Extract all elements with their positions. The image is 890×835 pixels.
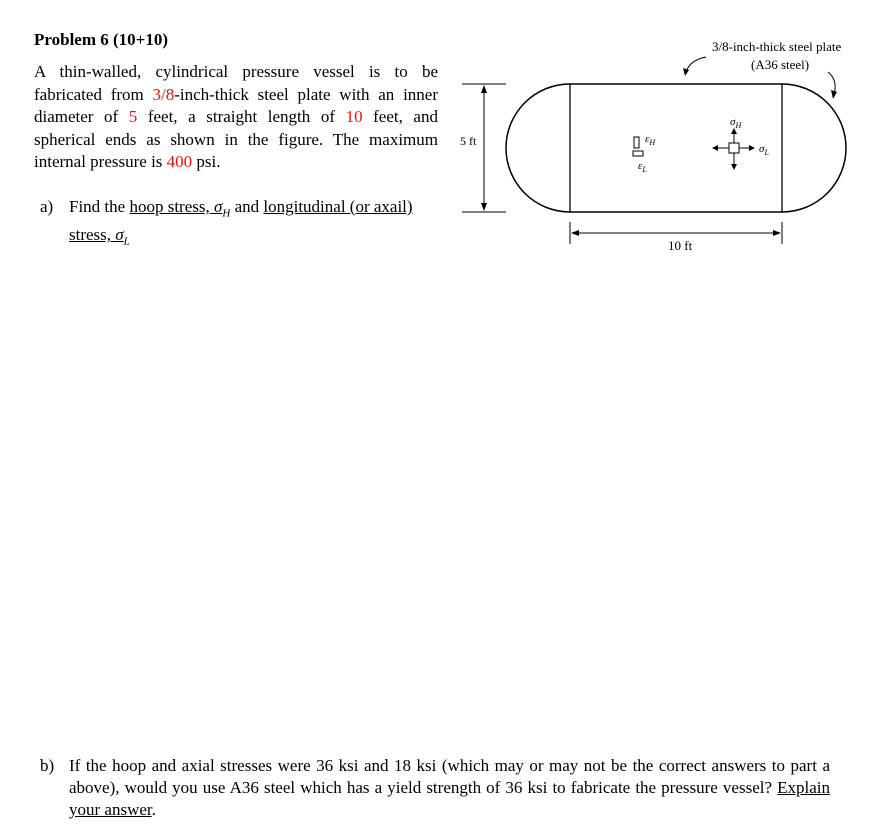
part-b-label: b) bbox=[40, 756, 55, 775]
epsilon-h-label: $\varepsilon_H$ bbox=[645, 133, 656, 147]
diameter-arrow-top bbox=[481, 85, 487, 93]
part-a-text bbox=[69, 196, 442, 253]
part-b-body: If the hoop and axial stresses were 36 ksi and 18 ksi (which may or may not be the correct answers to part a above), would you use A36 steel which has a yield strength of 36 ksi to fabricate the pressure vessel? bbox=[69, 756, 830, 797]
statement-text: feet, a straight length of bbox=[137, 107, 346, 126]
hoop-stress-label: hoop stress, bbox=[129, 197, 214, 216]
diameter-arrow-bottom bbox=[481, 203, 487, 211]
sigma-l-arrowhead-left bbox=[712, 145, 718, 151]
statement-text: psi. bbox=[192, 152, 221, 171]
subscript-h: H bbox=[222, 207, 231, 220]
part-b-text bbox=[69, 755, 830, 821]
strain-gauge-hoop bbox=[634, 137, 639, 148]
statement-text: -inch-thick steel plate with an inner diameter of bbox=[34, 84, 438, 126]
diameter-value: 5 bbox=[128, 107, 138, 126]
length-value: 10 bbox=[345, 107, 363, 126]
statement-text: A thin-walled, cylindrical pressure vessel is to be fabricated from bbox=[34, 62, 438, 104]
diameter-label: 5 ft bbox=[460, 134, 477, 148]
hoop-stress-term bbox=[129, 197, 231, 220]
subscript-l: L bbox=[123, 235, 130, 248]
plate-thickness-value: 3/8 bbox=[152, 84, 175, 104]
leader-arrow-left bbox=[686, 57, 706, 72]
sigma-l-arrowhead-right bbox=[749, 145, 755, 151]
problem-statement bbox=[34, 61, 438, 174]
plate-label-line1: 3/8-inch-thick steel plate bbox=[712, 39, 842, 54]
part-a-question bbox=[40, 196, 442, 253]
part-a-label: a) bbox=[40, 197, 54, 216]
part-b-question bbox=[40, 755, 830, 821]
longitudinal-stress-label: longitudinal (or axail) stress, bbox=[69, 197, 413, 245]
epsilon-l-label: $\varepsilon_L$ bbox=[638, 160, 647, 174]
sigma-h-label: $\sigma_H$ bbox=[730, 116, 742, 130]
problem-title: Problem 6 (10+10) bbox=[34, 30, 169, 49]
part-a-text-1: Find the bbox=[69, 197, 130, 216]
length-label: 10 ft bbox=[668, 238, 693, 253]
leader-arrowhead-right bbox=[831, 90, 837, 99]
explain-answer-text: Explain your answer bbox=[69, 778, 830, 819]
length-arrow-right bbox=[773, 230, 781, 236]
vessel-outline bbox=[506, 84, 846, 212]
strain-gauge-longitudinal bbox=[633, 151, 643, 156]
length-arrow-left bbox=[571, 230, 579, 236]
pressure-value: 400 bbox=[166, 152, 193, 171]
sigma-l-symbol bbox=[115, 225, 130, 248]
part-b-end: . bbox=[151, 800, 156, 819]
sigma-glyph: σ bbox=[115, 225, 124, 245]
sigma-h-symbol bbox=[213, 197, 231, 220]
stress-element bbox=[729, 143, 739, 153]
part-a-text-2: and bbox=[230, 197, 264, 216]
statement-text: feet, and spherical ends as shown in the figure. The maximum internal pressure is bbox=[34, 107, 438, 171]
plate-label-line2: (A36 steel) bbox=[751, 57, 810, 72]
sigma-glyph: σ bbox=[213, 197, 223, 216]
sigma-h-arrowhead-down bbox=[731, 164, 737, 170]
sigma-l-label: $\sigma_L$ bbox=[759, 143, 769, 157]
pressure-vessel-figure bbox=[450, 30, 870, 270]
leader-arrowhead-left bbox=[683, 68, 689, 76]
